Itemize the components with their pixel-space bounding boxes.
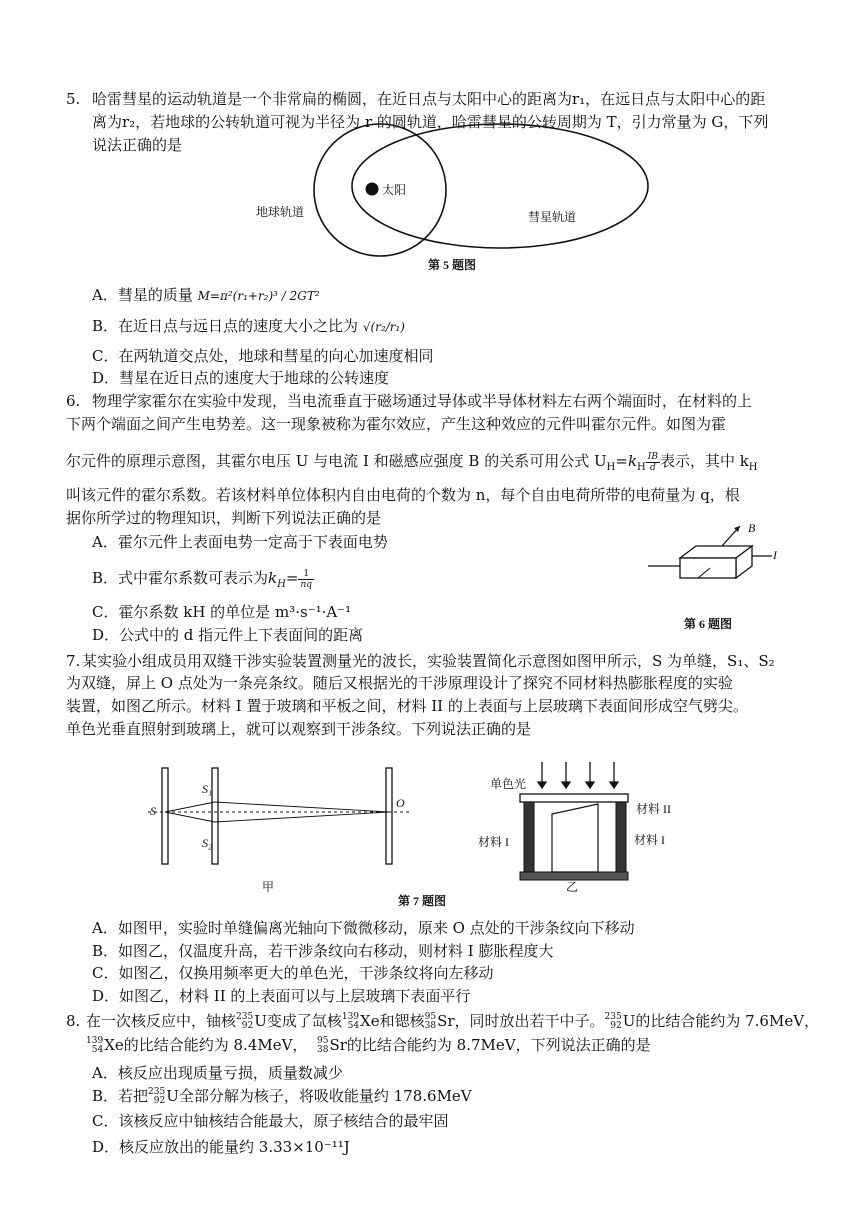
q8-stem-line1: 在一次核反应中，铀核235 92U变成了氙核139 54Xe和锶核95 38Sr，同时放出若干中子。235 92U的比结合能约为 7.6MeV， bbox=[86, 1012, 820, 1031]
q7-stem-line3: 装置，如图乙所示。材料 I 置于玻璃和平板之间，材料 II 的上表面与上层玻璃下表面间形成空气劈尖。 bbox=[66, 697, 748, 715]
q6-caption: 第 6 题图 bbox=[684, 617, 733, 631]
q5-option-c: C．在两轨道交点处，地球和彗星的向心加速度相同 bbox=[92, 347, 434, 365]
q6-stem-line4: 叫该元件的霍尔系数。若该材料单位体积内自由电荷的个数为 n，每个自由电荷所带的电荷量为 q，根 bbox=[66, 486, 740, 504]
q6-line3-part1: 尔元件的原理示意图，其霍尔电压 U 与电流 I 和磁感应强度 B 的关系可用公式 U bbox=[66, 452, 607, 470]
hall-label-i: I bbox=[773, 548, 777, 562]
label-yi: 乙 bbox=[566, 880, 579, 894]
q6-number: 6. bbox=[66, 392, 81, 410]
q8-option-a: A．核反应出现质量亏损，质量数减少 bbox=[92, 1064, 343, 1082]
label-material-1-right: 材料 I bbox=[634, 833, 665, 847]
q5-number: 5. bbox=[66, 90, 81, 108]
q5-option-b-formula: √(r₂/r₁) bbox=[362, 320, 405, 334]
label-o: O bbox=[396, 796, 405, 810]
label-jia: 甲 bbox=[262, 880, 275, 894]
label-material-1-left: 材料 I bbox=[478, 835, 509, 849]
label-material-2: 材料 II bbox=[636, 802, 671, 816]
q5-option-a-formula: M=π²(r₁+r₂)³ / 2GT² bbox=[197, 289, 320, 303]
q8-line2-part-a: Xe的比结合能约为 8.4MeV， bbox=[104, 1036, 308, 1054]
q5-option-a bbox=[92, 284, 320, 305]
hall-element-diagram bbox=[648, 520, 788, 590]
q5-stem-line1: 哈雷彗星的运动轨道是一个非常扁的椭圆，在近日点与太阳中心的距离为r₁，在远日点与太阳中心的距 bbox=[92, 90, 766, 108]
label-s1: S₁ bbox=[202, 782, 213, 796]
comet-orbit-label: 彗星轨道 bbox=[528, 210, 577, 224]
q7-stem-line2: 为双缝，屏上 O 点处为一条亮条纹。随后又根据光的干涉原理设计了探究不同材料热膨胀程度的实验 bbox=[66, 674, 733, 692]
q8-option-b-part-b: U全部分解为核子，将吸收能量约 178.6MeV bbox=[166, 1087, 472, 1105]
earth-orbit-circle bbox=[314, 124, 446, 256]
q7-number: 7. bbox=[66, 652, 81, 670]
q8-stem-line2: 139 54Xe的比结合能约为 8.4MeV， 95 38Sr的比结合能约为 8.7MeV，下列说法正确的是 bbox=[86, 1036, 651, 1055]
sun-label: 太阳 bbox=[382, 183, 407, 197]
label-s2: S₂ bbox=[202, 836, 213, 850]
q5-option-a-text: A．彗星的质量 bbox=[92, 286, 193, 304]
q6-line3-part2: 表示，其中 k bbox=[659, 452, 749, 470]
q7-stem-line4: 单色光垂直照射到玻璃上，就可以观察到干涉条纹。下列说法正确的是 bbox=[66, 720, 532, 738]
sun-dot bbox=[366, 183, 379, 196]
q8-number: 8. bbox=[66, 1012, 81, 1030]
double-slit-diagram bbox=[148, 764, 418, 874]
q8-option-b-part-a: B．若把 bbox=[92, 1087, 149, 1105]
hall-label-b: B bbox=[748, 521, 756, 535]
q8-line2-part-b: Sr的比结合能约为 8.7MeV，下列说法正确的是 bbox=[329, 1036, 651, 1054]
q5-option-d: D．彗星在近日点的速度大于地球的公转速度 bbox=[92, 369, 390, 387]
q6-stem-line2: 下两个端面之间产生电势差。这一现象被称为霍尔效应，产生这种效应的元件叫霍尔元件。如图为霍 bbox=[66, 415, 727, 433]
q8-line1-part-d: Sr，同时放出若干中子。 bbox=[437, 1012, 605, 1030]
q6-option-b: B．式中霍尔系数可表示为$k_H=$ $\frac{1}{nq}$ bbox=[92, 568, 312, 590]
q6-stem-line3: 尔元件的原理示意图，其霍尔电压 U 与电流 I 和磁感应强度 B 的关系可用公式 $U_H=k_H$ $\frac{IB}{d}$ 表示，其中 $k_H$ bbox=[66, 451, 758, 473]
q7-option-b: B．如图乙，仅温度升高，若干涉条纹向右移动，则材料 I 膨胀程度大 bbox=[92, 942, 554, 960]
label-monochromatic-light: 单色光 bbox=[490, 777, 527, 791]
q7-caption: 第 7 题图 bbox=[398, 894, 447, 908]
q6-stem-line1: 物理学家霍尔在实验中发现，当电流垂直于磁场通过导体或半导体材料左右两个端面时，在材料的上 bbox=[92, 392, 753, 410]
q8-line1-part-b: U变成了氙核 bbox=[254, 1012, 342, 1030]
q8-line1-part-e: U的比结合能约为 7.6MeV， bbox=[622, 1012, 820, 1030]
q8-line1-part-a: 在一次核反应中，铀核 bbox=[86, 1012, 237, 1030]
q5-orbit-diagram bbox=[300, 130, 660, 270]
q8-option-c: C．该核反应中铀核结合能最大，原子核结合的最牢固 bbox=[92, 1112, 449, 1130]
q6-option-c: C．霍尔系数 kH 的单位是 m³·s⁻¹·A⁻¹ bbox=[92, 603, 352, 621]
q5-option-b bbox=[92, 315, 405, 336]
q7-option-d: D．如图乙，材料 II 的上表面可以与上层玻璃下表面平行 bbox=[92, 987, 471, 1005]
q5-stem-line3: 说法正确的是 bbox=[92, 136, 183, 154]
q5-caption: 第 5 题图 bbox=[428, 258, 477, 272]
label-s: S bbox=[150, 804, 156, 818]
q7-stem-line1: 某实验小组成员用双缝干涉实验装置测量光的波长，实验装置简化示意图如图甲所示，S 为单缝，S₁、S₂ bbox=[82, 652, 775, 670]
air-wedge-diagram bbox=[512, 758, 632, 894]
q6-option-a: A．霍尔元件上表面电势一定高于下表面电势 bbox=[92, 533, 388, 551]
q8-option-b: B．若把235 92U全部分解为核子，将吸收能量约 178.6MeV bbox=[92, 1087, 472, 1106]
q8-line1-part-c: Xe和锶核 bbox=[360, 1012, 425, 1030]
q5-option-b-text: B．在近日点与远日点的速度大小之比为 bbox=[92, 317, 359, 335]
q6-option-b-text: B．式中霍尔系数可表示为 bbox=[92, 569, 269, 587]
q6-stem-line5: 据你所学过的物理知识，判断下列说法正确的是 bbox=[66, 509, 382, 527]
q6-option-d: D．公式中的 d 指元件上下表面间的距离 bbox=[92, 626, 364, 644]
q7-option-a: A．如图甲，实验时单缝偏离光轴向下微微移动，原来 O 点处的干涉条纹向下移动 bbox=[92, 919, 635, 937]
q5-stem-line2: 离为r₂，若地球的公转轨道可视为半径为 r 的圆轨道，哈雷彗星的公转周期为 T，引力常量为 G，下列 bbox=[92, 113, 769, 131]
earth-orbit-label: 地球轨道 bbox=[256, 205, 305, 219]
q7-option-c: C．如图乙，仅换用频率更大的单色光，干涉条纹将向左移动 bbox=[92, 964, 494, 982]
q8-option-d: D．核反应放出的能量约 3.33×10⁻¹¹J bbox=[92, 1138, 350, 1156]
